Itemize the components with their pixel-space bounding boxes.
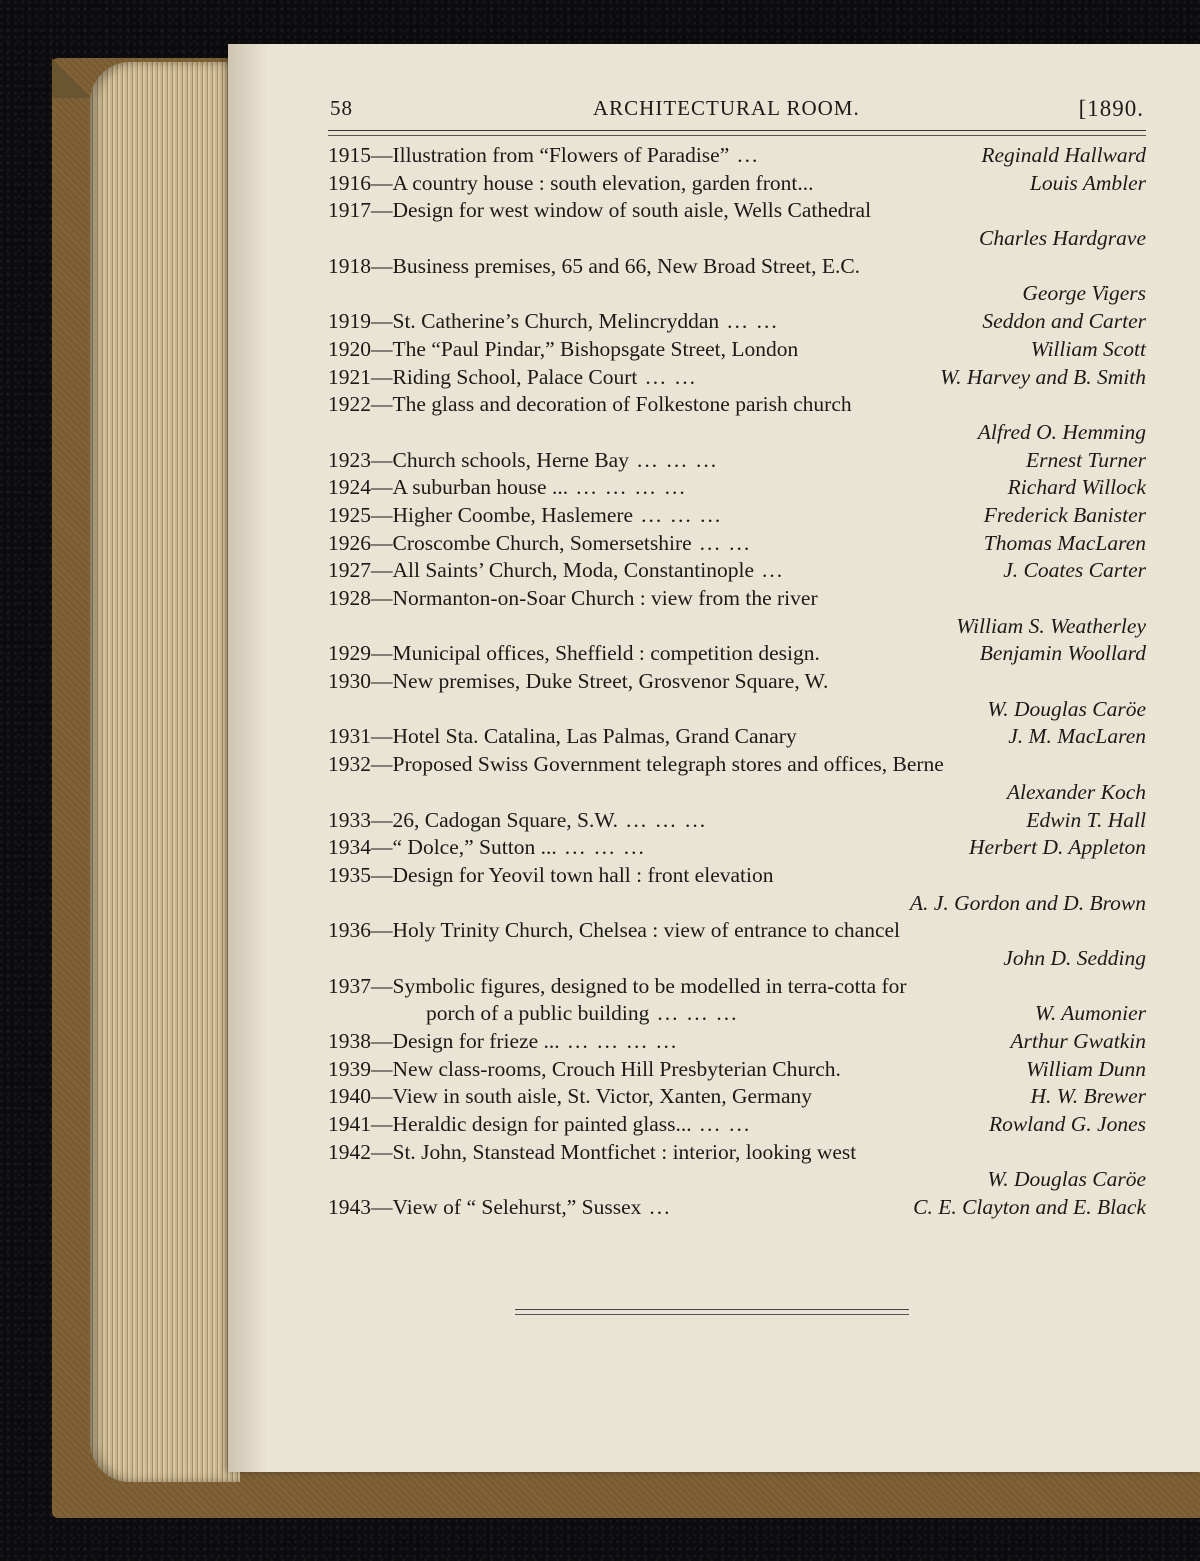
entry-title: St. John, Stanstead Montfichet : interior, looking west [392, 1139, 857, 1164]
entry-line [328, 280, 1146, 308]
catalogue-list [328, 142, 1146, 1222]
entry-line [328, 779, 1146, 807]
entry-number: 1915 [328, 143, 371, 167]
entry-line: 1915—Illustration from “Flowers of Paradise” ... Reginald Hallward [328, 142, 1146, 170]
entry-artist: H. W. Brewer [1030, 1084, 1146, 1109]
entry-line: 1931—Hotel Sta. Catalina, Las Palmas, Grand Canary J. M. MacLaren [328, 723, 1146, 751]
page-edges [90, 62, 240, 1482]
entry-line: 1919—St. Catherine’s Church, Melincryddan ... ... Seddon and Carter [328, 308, 1146, 336]
catalogue-entry [328, 1139, 1146, 1194]
entry-line: 1917—Design for west window of south aisle, Wells Cathedral [328, 198, 872, 223]
section-title: ARCHITECTURAL ROOM. [593, 96, 860, 120]
catalogue-entry [328, 502, 1146, 530]
entry-artist: Charles Hardgrave [978, 226, 1146, 251]
entry-line [328, 890, 1146, 918]
entry-leader: ... ... ... [626, 807, 708, 832]
entry-artist: John D. Sedding [1003, 945, 1146, 970]
catalogue-entry [328, 557, 1146, 585]
entry-number: 1927 [328, 558, 371, 583]
entry-leader: ... ... [727, 309, 779, 334]
entry-number: 1932 [328, 752, 371, 777]
entry-artist: C. E. Clayton and E. Black [913, 1195, 1146, 1220]
entry-artist: J. M. MacLaren [1008, 724, 1146, 749]
entry-line: 1937—Symbolic figures, designed to be modelled in terra-cotta for [328, 973, 907, 998]
entry-line: 1924—A suburban house ... ... ... ... ... Richard Willock [328, 474, 1146, 502]
entry-line: 1921—Riding School, Palace Court ... ... W. Harvey and B. Smith [328, 364, 1146, 392]
entry-line [328, 945, 1146, 973]
catalogue-entry [328, 308, 1146, 336]
catalogue-entry [328, 253, 1146, 308]
entry-artist: Reginald Hallward [981, 143, 1146, 167]
entry-artist: J. Coates Carter [1003, 558, 1146, 583]
catalogue-entry [328, 1194, 1146, 1222]
catalogue-entry [328, 1028, 1146, 1056]
entry-number: 1934 [328, 835, 371, 860]
entry-leader: ... ... ... ... [567, 1029, 679, 1053]
entry-title: New premises, Duke Street, Grosvenor Square, W. [392, 669, 829, 694]
entry-line: 1936—Holy Trinity Church, Chelsea : view of entrance to chancel [328, 918, 901, 943]
header-year: [1890. [1078, 96, 1144, 121]
entry-line: 1927—All Saints’ Church, Moda, Constantinople ... J. Coates Carter [328, 557, 1146, 585]
entry-title: The glass and decoration of Folkestone parish church [392, 392, 852, 417]
catalogue-entry [328, 530, 1146, 558]
entry-title: Design for Yeovil town hall : front elevation [392, 862, 774, 887]
entry-number: 1935 [328, 862, 371, 887]
entry-number: 1925 [328, 502, 371, 527]
entry-title: Illustration from “Flowers of Paradise” [392, 143, 730, 167]
entry-line: 1922—The glass and decoration of Folkestone parish church [328, 392, 852, 417]
catalogue-entry [328, 474, 1146, 502]
entry-title: Normanton-on-Soar Church : view from the river [392, 586, 818, 610]
entry-leader: ... ... ... [564, 835, 646, 860]
entry-number: 1929 [328, 641, 371, 666]
page-content [328, 96, 1146, 1222]
entry-number: 1924 [328, 475, 371, 500]
entry-artist: Arthur Gwatkin [1010, 1029, 1146, 1053]
entry-title: Heraldic design for painted glass... [392, 1112, 692, 1137]
page-number: 58 [330, 96, 353, 120]
entry-title: Business premises, 65 and 66, New Broad Street, E.C. [392, 253, 861, 278]
entry-title: A suburban house ... [392, 475, 569, 500]
entry-leader: ... ... ... [636, 447, 719, 472]
entry-title: New class-rooms, Crouch Hill Presbyterian Church. [392, 1056, 841, 1081]
entry-number: 1923 [328, 447, 371, 472]
entry-line: 1938—Design for frieze ... ... ... ... ... Arthur Gwatkin [328, 1028, 1146, 1056]
entry-line: 1930—New premises, Duke Street, Grosvenor Square, W. [328, 669, 829, 694]
catalogue-entry [328, 834, 1146, 862]
entry-title: Church schools, Herne Bay [392, 447, 629, 472]
entry-line: 1943—View of “ Selehurst,” Sussex ... C. E. Clayton and E. Black [328, 1194, 1146, 1222]
entry-number: 1939 [328, 1056, 371, 1081]
entry-title: St. Catherine’s Church, Melincryddan [392, 309, 720, 334]
entry-artist: Alexander Koch [1006, 779, 1146, 804]
entry-number: 1930 [328, 669, 371, 694]
entry-title: Municipal offices, Sheffield : competition design. [392, 641, 820, 666]
entry-title: Design for frieze ... [392, 1029, 560, 1053]
entry-leader: ... [649, 1195, 672, 1220]
entry-title: 26, Cadogan Square, S.W. [392, 807, 619, 832]
entry-line: 1939—New class-rooms, Crouch Hill Presbyterian Church. William Dunn [328, 1056, 1146, 1084]
entry-line [328, 1000, 1146, 1028]
entry-number: 1937 [328, 973, 371, 998]
catalogue-entry [328, 917, 1146, 972]
entry-number: 1943 [328, 1195, 371, 1220]
entry-number: 1931 [328, 724, 371, 749]
running-header [328, 96, 1146, 128]
entry-line: 1916—A country house : south elevation, garden front... Louis Ambler [328, 170, 1146, 198]
entry-artist: William Dunn [1025, 1056, 1146, 1081]
entry-artist: William Scott [1030, 336, 1146, 361]
entry-title: Higher Coombe, Haslemere [392, 502, 634, 527]
entry-number: 1938 [328, 1029, 371, 1053]
entry-title: The “Paul Pindar,” Bishopsgate Street, London [392, 336, 799, 361]
catalogue-entry [328, 585, 1146, 640]
entry-title: View in south aisle, St. Victor, Xanten, Germany [392, 1084, 813, 1109]
entry-title: A country house : south elevation, garden front... [392, 170, 814, 195]
catalogue-entry [328, 1056, 1146, 1084]
entry-artist: Ernest Turner [1025, 447, 1146, 472]
entry-line [328, 613, 1146, 641]
entry-line: 1942—St. John, Stanstead Montfichet : interior, looking west [328, 1139, 857, 1164]
entry-number: 1921 [328, 364, 371, 389]
entry-line: 1935—Design for Yeovil town hall : front elevation [328, 862, 774, 887]
catalogue-entry [328, 973, 1146, 1028]
entry-title: Hotel Sta. Catalina, Las Palmas, Grand Canary [392, 724, 797, 749]
catalogue-entry [328, 336, 1146, 364]
entry-artist: Thomas MacLaren [983, 530, 1146, 555]
entry-number: 1917 [328, 198, 371, 223]
entry-artist: Richard Willock [1007, 475, 1146, 500]
entry-title: Holy Trinity Church, Chelsea : view of entrance to chancel [392, 918, 901, 943]
entry-line: 1932—Proposed Swiss Government telegraph stores and offices, Berne [328, 752, 944, 777]
entry-title: Croscombe Church, Somersetshire [392, 530, 692, 555]
entry-title: Riding School, Palace Court [392, 364, 638, 389]
entry-artist: George Vigers [1022, 281, 1146, 306]
entry-artist: W. Harvey and B. Smith [940, 364, 1146, 389]
entry-artist: Edwin T. Hall [1026, 807, 1146, 832]
catalogue-entry [328, 723, 1146, 751]
entry-artist: Benjamin Woollard [979, 641, 1146, 666]
entry-line [328, 225, 1146, 253]
entry-title: Design for west window of south aisle, Wells Cathedral [392, 198, 872, 223]
entry-leader: ... [737, 143, 760, 167]
entry-number: 1936 [328, 918, 371, 943]
entry-artist: Herbert D. Appleton [969, 835, 1146, 860]
catalogue-entry [328, 862, 1146, 917]
entry-artist: A. J. Gordon and D. Brown [909, 890, 1146, 915]
entry-artist: W. Douglas Caröe [987, 696, 1146, 721]
catalogue-entry [328, 391, 1146, 446]
entry-artist: William S. Weatherley [956, 613, 1146, 638]
entry-line: 1928—Normanton-on-Soar Church : view from the river [328, 586, 818, 610]
entry-line: 1926—Croscombe Church, Somersetshire ... ... Thomas MacLaren [328, 530, 1146, 558]
entry-title-cont: porch of a public building [426, 1001, 650, 1026]
header-rule [328, 130, 1146, 136]
entry-number: 1942 [328, 1139, 371, 1164]
entry-leader: ... [762, 558, 785, 583]
entry-number: 1918 [328, 253, 371, 278]
entry-line: 1940—View in south aisle, St. Victor, Xanten, Germany H. W. Brewer [328, 1083, 1146, 1111]
entry-line: 1925—Higher Coombe, Haslemere ... ... ... Frederick Banister [328, 502, 1146, 530]
entry-line: 1941—Heraldic design for painted glass... ... ... Rowland G. Jones [328, 1111, 1146, 1139]
catalogue-entry [328, 447, 1146, 475]
entry-title: “ Dolce,” Sutton ... [392, 835, 557, 860]
entry-artist: Frederick Banister [983, 502, 1146, 527]
entry-line: 1920—The “Paul Pindar,” Bishopsgate Street, London William Scott [328, 336, 1146, 364]
catalogue-entry [328, 142, 1146, 170]
entry-artist: Louis Ambler [1029, 170, 1146, 195]
entry-title: All Saints’ Church, Moda, Constantinople [392, 558, 754, 583]
entry-line [328, 419, 1146, 447]
entry-line: 1934—“ Dolce,” Sutton ... ... ... ... Herbert D. Appleton [328, 834, 1146, 862]
catalogue-entry [328, 640, 1146, 668]
end-rule [515, 1309, 909, 1315]
entry-leader: ... ... ... [657, 1001, 739, 1026]
entry-number: 1920 [328, 336, 371, 361]
catalogue-entry [328, 668, 1146, 723]
entry-number: 1928 [328, 586, 371, 610]
entry-line: 1933—26, Cadogan Square, S.W. ... ... ... Edwin T. Hall [328, 807, 1146, 835]
catalogue-entry [328, 1111, 1146, 1139]
catalogue-entry [328, 197, 1146, 252]
entry-number: 1919 [328, 309, 371, 334]
entry-title: View of “ Selehurst,” Sussex [392, 1195, 642, 1220]
entry-artist: Seddon and Carter [982, 309, 1146, 334]
entry-title: Symbolic figures, designed to be modelled in terra-cotta for [392, 973, 907, 998]
entry-line [328, 1166, 1146, 1194]
entry-line [328, 696, 1146, 724]
entry-line: 1923—Church schools, Herne Bay ... ... ... Ernest Turner [328, 447, 1146, 475]
catalogue-entry [328, 170, 1146, 198]
entry-artist: Rowland G. Jones [988, 1112, 1146, 1137]
entry-number: 1941 [328, 1112, 371, 1137]
entry-artist: W. Aumonier [1034, 1001, 1146, 1026]
catalogue-entry [328, 751, 1146, 806]
entry-number: 1933 [328, 807, 371, 832]
entry-artist: Alfred O. Hemming [977, 419, 1146, 444]
entry-number: 1940 [328, 1084, 371, 1109]
entry-number: 1926 [328, 530, 371, 555]
entry-line: 1929—Municipal offices, Sheffield : competition design. Benjamin Woollard [328, 640, 1146, 668]
entry-leader: ... ... [645, 364, 697, 389]
entry-leader: ... ... ... ... [576, 475, 687, 500]
catalogue-entry [328, 364, 1146, 392]
entry-leader: ... ... [699, 1112, 752, 1137]
catalogue-entry [328, 1083, 1146, 1111]
entry-artist: W. Douglas Caröe [987, 1167, 1146, 1192]
entry-number: 1916 [328, 170, 371, 195]
catalogue-entry [328, 807, 1146, 835]
entry-leader: ... ... [699, 530, 752, 555]
entry-leader: ... ... ... [641, 502, 723, 527]
entry-title: Proposed Swiss Government telegraph stores and offices, Berne [392, 752, 944, 777]
entry-number: 1922 [328, 392, 371, 417]
entry-line: 1918—Business premises, 65 and 66, New Broad Street, E.C. [328, 253, 861, 278]
